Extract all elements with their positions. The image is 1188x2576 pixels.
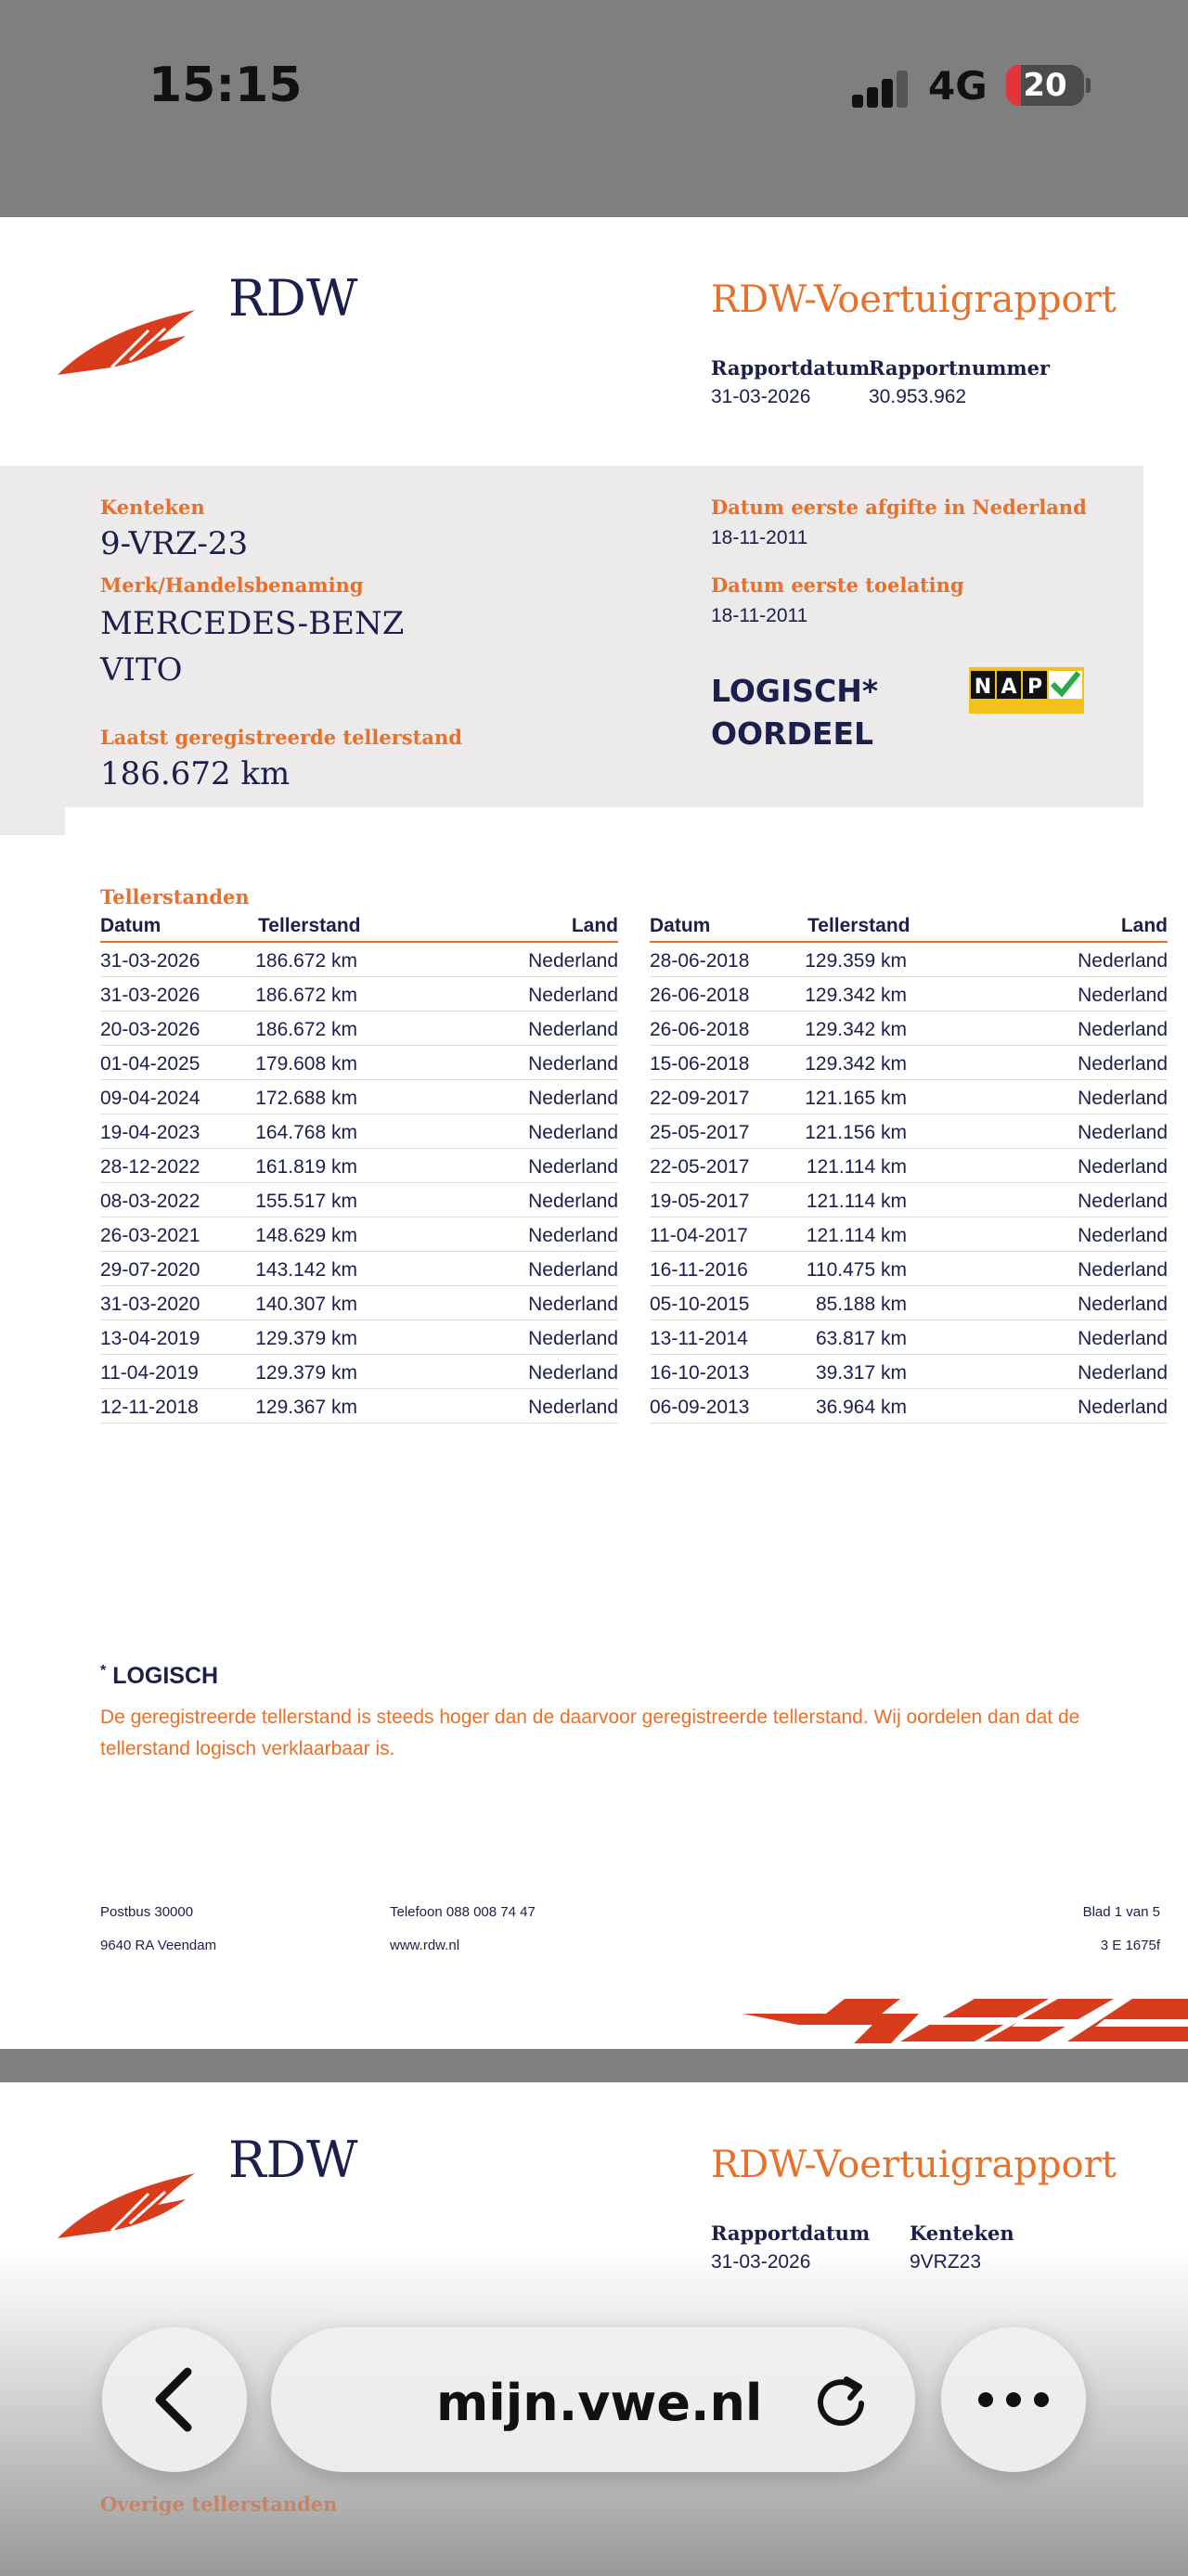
- cell-tellerstand: 121.165 km: [805, 1088, 907, 1109]
- rdw-brand-text: RDW: [228, 2131, 358, 2189]
- cell-tellerstand: 129.342 km: [805, 1019, 907, 1040]
- cell-datum: 09-04-2024: [100, 1088, 200, 1109]
- verdict-line1: LOGISCH*: [711, 673, 879, 709]
- table-row: [100, 1046, 618, 1080]
- cell-datum: 12-11-2018: [100, 1397, 199, 1418]
- cell-tellerstand: 110.475 km: [806, 1259, 907, 1281]
- note-star: *: [100, 1663, 107, 1679]
- tellerstanden-title: Tellerstanden: [100, 885, 250, 908]
- rdw-brand-text: RDW: [228, 269, 358, 328]
- cell-tellerstand: 129.342 km: [805, 1053, 907, 1075]
- cell-land: Nederland: [528, 1122, 618, 1143]
- merk-label: Merk/Handelsbenaming: [100, 573, 364, 597]
- table-row: [100, 943, 618, 977]
- clock: 15:15: [148, 58, 303, 113]
- table-row: [100, 1114, 618, 1149]
- rapportdatum-label: Rapportdatum: [711, 2222, 871, 2245]
- cell-datum: 19-04-2023: [100, 1122, 200, 1143]
- cell-tellerstand: 129.379 km: [255, 1362, 357, 1384]
- cell-tellerstand: 121.114 km: [806, 1225, 907, 1246]
- toelating-value: 18-11-2011: [711, 605, 808, 626]
- table-row: [650, 1320, 1168, 1355]
- cell-tellerstand: 121.156 km: [805, 1122, 907, 1143]
- page-separator: [0, 2049, 1188, 2082]
- footer-page: Blad 1 van 5: [1082, 1904, 1160, 1920]
- table-row: [100, 1183, 618, 1217]
- cell-land: Nederland: [528, 1191, 618, 1212]
- note-text: De geregistreerde tellerstand is steeds hoger dan de daarvoor geregistreerde tellerstand. Wij oordelen dan dat de tellerstand logisch verklaarbaar is.: [100, 1707, 1080, 1759]
- url-text[interactable]: mijn.vwe.nl: [436, 2374, 763, 2432]
- note-title: LOGISCH: [112, 1663, 219, 1689]
- cell-tellerstand: 164.768 km: [255, 1122, 357, 1143]
- tellerstanden-table-left: [100, 915, 618, 1423]
- nap-letter-n: N: [974, 676, 992, 699]
- cell-land: Nederland: [1078, 1328, 1168, 1349]
- cell-datum: 11-04-2019: [100, 1362, 199, 1384]
- cell-tellerstand: 39.317 km: [815, 1362, 907, 1384]
- table-row: [100, 1149, 618, 1183]
- cell-land: Nederland: [528, 1259, 618, 1281]
- footer-code: 3 E 1675f: [1100, 1938, 1160, 1953]
- cell-land: Nederland: [1078, 1397, 1168, 1418]
- table-row: [100, 1011, 618, 1046]
- battery-icon: [1006, 65, 1084, 106]
- cell-tellerstand: 36.964 km: [815, 1397, 907, 1418]
- cell-datum: 06-09-2013: [650, 1397, 750, 1418]
- cell-datum: 20-03-2026: [100, 1019, 200, 1040]
- report-page-1: [0, 217, 1188, 2049]
- cell-datum: 19-05-2017: [650, 1191, 750, 1212]
- table-row: [650, 1149, 1168, 1183]
- table-row: [100, 1355, 618, 1389]
- kenteken-value: 9-VRZ-23: [100, 525, 249, 562]
- header-datum: Datum: [100, 915, 161, 936]
- cell-land: Nederland: [528, 950, 618, 972]
- cell-tellerstand: 121.114 km: [806, 1191, 907, 1212]
- cell-datum: 26-06-2018: [650, 1019, 750, 1040]
- cell-datum: 31-03-2026: [100, 985, 200, 1006]
- kenteken-value: 9VRZ23: [910, 2251, 982, 2273]
- merk-value-line1: MERCEDES-BENZ: [100, 605, 405, 642]
- table-header: [650, 915, 1168, 943]
- cell-datum: 01-04-2025: [100, 1053, 200, 1075]
- network-type: 4G: [928, 63, 988, 109]
- cell-datum: 31-03-2020: [100, 1294, 200, 1315]
- table-row: [650, 1183, 1168, 1217]
- partial-section-heading: Overige tellerstanden: [100, 2492, 338, 2516]
- cell-datum: 08-03-2022: [100, 1191, 200, 1212]
- cell-datum: 16-10-2013: [650, 1362, 750, 1384]
- table-row: [650, 1252, 1168, 1286]
- cell-tellerstand: 161.819 km: [255, 1156, 357, 1178]
- table-row: [650, 1217, 1168, 1252]
- cell-land: Nederland: [528, 1053, 618, 1075]
- cell-datum: 16-11-2016: [650, 1259, 748, 1281]
- cell-land: Nederland: [528, 1156, 618, 1178]
- cell-land: Nederland: [1078, 1225, 1168, 1246]
- table-row: [100, 1320, 618, 1355]
- table-row: [100, 1080, 618, 1114]
- cell-tellerstand: 129.342 km: [805, 985, 907, 1006]
- cell-datum: 05-10-2015: [650, 1294, 750, 1315]
- footer-address: 9640 RA Veendam: [100, 1938, 217, 1953]
- cell-tellerstand: 148.629 km: [255, 1225, 357, 1246]
- header-land: Land: [571, 915, 618, 936]
- table-row: [650, 1011, 1168, 1046]
- decorative-stripes-icon: [742, 1995, 1188, 2049]
- header-datum: Datum: [650, 915, 711, 936]
- cell-datum: 29-07-2020: [100, 1259, 200, 1281]
- cell-tellerstand: 179.608 km: [255, 1053, 357, 1075]
- table-row: [100, 1389, 618, 1423]
- cell-tellerstand: 63.817 km: [815, 1328, 907, 1349]
- cell-datum: 22-05-2017: [650, 1156, 750, 1178]
- rdw-logo-icon: [56, 2166, 213, 2242]
- cell-land: Nederland: [1078, 1294, 1168, 1315]
- cell-datum: 11-04-2017: [650, 1225, 748, 1246]
- cell-tellerstand: 129.367 km: [255, 1397, 357, 1418]
- rapportnummer-label: Rapportnummer: [869, 356, 1051, 380]
- table-row: [650, 1046, 1168, 1080]
- report-title: RDW-Voertuigrapport: [711, 2144, 1117, 2186]
- cell-tellerstand: 186.672 km: [255, 950, 357, 972]
- back-button[interactable]: [102, 2327, 247, 2472]
- cell-land: Nederland: [528, 1294, 618, 1315]
- battery-cap: [1086, 78, 1091, 93]
- afgifte-label: Datum eerste afgifte in Nederland: [711, 496, 1087, 519]
- header-tellerstand: Tellerstand: [807, 915, 910, 936]
- cell-tellerstand: 172.688 km: [255, 1088, 357, 1109]
- cell-land: Nederland: [1078, 950, 1168, 972]
- rdw-logo-icon: [56, 303, 213, 379]
- reload-icon[interactable]: [809, 2368, 872, 2431]
- tellerstand-value: 186.672 km: [100, 755, 291, 792]
- table-row: [650, 1286, 1168, 1320]
- cell-land: Nederland: [1078, 1259, 1168, 1281]
- table-header: [100, 915, 618, 943]
- battery-level: 20: [1023, 67, 1067, 104]
- cell-tellerstand: 186.672 km: [255, 1019, 357, 1040]
- tellerstanden-table-right: [650, 915, 1168, 1423]
- footer-phone: Telefoon 088 008 74 47: [390, 1904, 536, 1920]
- more-options-button[interactable]: [941, 2327, 1086, 2472]
- table-row: [100, 1217, 618, 1252]
- signal-strength-icon: [852, 69, 910, 108]
- cell-land: Nederland: [528, 985, 618, 1006]
- cell-land: Nederland: [1078, 1362, 1168, 1384]
- cell-land: Nederland: [1078, 1191, 1168, 1212]
- nap-letter-p: P: [1027, 676, 1043, 699]
- cell-datum: 15-06-2018: [650, 1053, 750, 1075]
- more-dots-icon: [941, 2327, 1086, 2472]
- rapportdatum-value: 31-03-2026: [711, 386, 811, 407]
- rapportnummer-value: 30.953.962: [869, 386, 967, 407]
- cell-land: Nederland: [1078, 1156, 1168, 1178]
- chevron-left-icon: [102, 2327, 247, 2472]
- cell-land: Nederland: [528, 1019, 618, 1040]
- merk-value-line2: VITO: [100, 651, 183, 689]
- header-tellerstand: Tellerstand: [258, 915, 361, 936]
- cell-land: Nederland: [1078, 1053, 1168, 1075]
- tellerstand-label: Laatst geregistreerde tellerstand: [100, 726, 462, 749]
- cell-datum: 13-04-2019: [100, 1328, 200, 1349]
- table-row: [100, 977, 618, 1011]
- kenteken-label: Kenteken: [100, 496, 205, 519]
- nap-logo-icon: [969, 667, 1084, 714]
- cell-tellerstand: 121.114 km: [806, 1156, 907, 1178]
- cell-land: Nederland: [1078, 1019, 1168, 1040]
- cell-datum: 26-06-2018: [650, 985, 750, 1006]
- cell-datum: 28-12-2022: [100, 1156, 200, 1178]
- cell-tellerstand: 129.379 km: [255, 1328, 357, 1349]
- cell-datum: 26-03-2021: [100, 1225, 200, 1246]
- cell-datum: 31-03-2026: [100, 950, 200, 972]
- table-row: [650, 1080, 1168, 1114]
- cell-datum: 22-09-2017: [650, 1088, 750, 1109]
- cell-land: Nederland: [528, 1362, 618, 1384]
- cell-tellerstand: 140.307 km: [255, 1294, 357, 1315]
- cell-datum: 13-11-2014: [650, 1328, 748, 1349]
- cell-datum: 28-06-2018: [650, 950, 750, 972]
- cell-land: Nederland: [528, 1088, 618, 1109]
- kenteken-label: Kenteken: [910, 2222, 1014, 2245]
- cell-land: Nederland: [1078, 985, 1168, 1006]
- cell-tellerstand: 155.517 km: [255, 1191, 357, 1212]
- cell-land: Nederland: [528, 1397, 618, 1418]
- note-heading: [100, 1663, 218, 1690]
- cell-land: Nederland: [528, 1328, 618, 1349]
- table-row: [100, 1252, 618, 1286]
- header-land: Land: [1120, 915, 1168, 936]
- nap-letter-a: A: [1001, 676, 1017, 699]
- status-bar: [0, 0, 1188, 217]
- table-row: [650, 1114, 1168, 1149]
- cell-land: Nederland: [1078, 1122, 1168, 1143]
- cell-land: Nederland: [528, 1225, 618, 1246]
- table-row: [650, 1355, 1168, 1389]
- toelating-label: Datum eerste toelating: [711, 573, 964, 597]
- table-row: [650, 1389, 1168, 1423]
- report-title: RDW-Voertuigrapport: [711, 278, 1117, 321]
- rapportdatum-value: 31-03-2026: [711, 2251, 811, 2273]
- cell-datum: 25-05-2017: [650, 1122, 750, 1143]
- footer-web: www.rdw.nl: [390, 1938, 460, 1953]
- cell-tellerstand: 186.672 km: [255, 985, 357, 1006]
- info-box-tail: [0, 807, 65, 835]
- cell-land: Nederland: [1078, 1088, 1168, 1109]
- rapportdatum-label: Rapportdatum: [711, 356, 871, 380]
- cell-tellerstand: 143.142 km: [255, 1259, 357, 1281]
- afgifte-value: 18-11-2011: [711, 527, 808, 548]
- footer-postbus: Postbus 30000: [100, 1904, 194, 1920]
- table-row: [100, 1286, 618, 1320]
- cell-tellerstand: 85.188 km: [815, 1294, 907, 1315]
- cell-tellerstand: 129.359 km: [805, 950, 907, 972]
- table-row: [650, 943, 1168, 977]
- table-row: [650, 977, 1168, 1011]
- verdict-line2: OORDEEL: [711, 715, 874, 752]
